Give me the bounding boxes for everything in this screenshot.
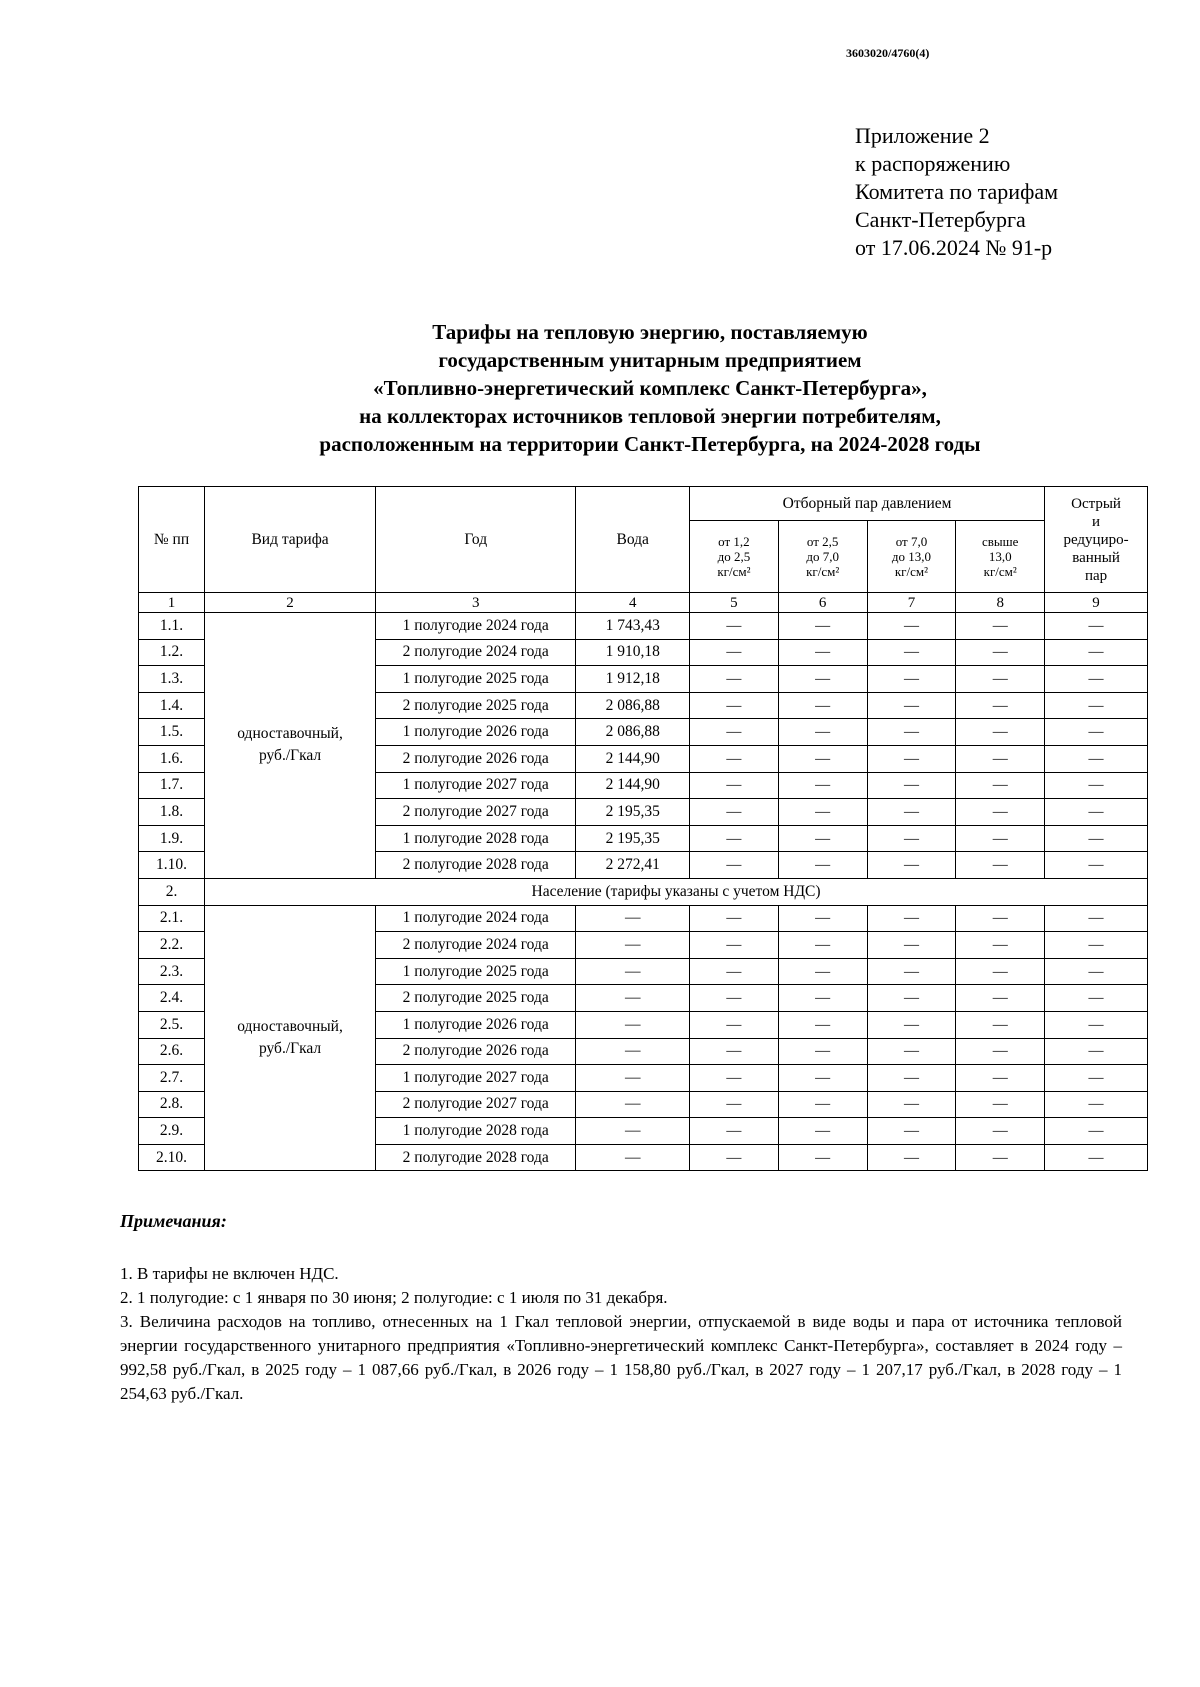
header-line: от 2,5 (806, 534, 839, 549)
dash-cell: — (1045, 1065, 1148, 1092)
row-number: 2.9. (139, 1118, 205, 1145)
header-line: до 13,0 (891, 549, 931, 564)
tariff-type-line: одноставочный, (237, 1018, 343, 1035)
tariffs-table (138, 486, 1148, 1171)
notes-title: Примечания: (120, 1211, 227, 1231)
water-value: 2 195,35 (576, 825, 690, 852)
header-steam-1 (690, 521, 779, 593)
tariff-type-line: одноставочный, (237, 725, 343, 743)
dash-cell: — (690, 639, 779, 666)
row-number: 1.8. (139, 799, 205, 826)
period-cell: 2 полугодие 2024 года (376, 932, 576, 959)
water-value: — (576, 985, 690, 1012)
column-number: 5 (690, 593, 779, 613)
period-cell: 1 полугодие 2025 года (376, 958, 576, 985)
header-steam-group: Отборный пар давлением (690, 487, 1045, 521)
dash-cell: — (956, 639, 1045, 666)
header-line: пар (1084, 567, 1108, 584)
period-cell: 2 полугодие 2026 года (376, 745, 576, 772)
water-value: 2 144,90 (576, 772, 690, 799)
header-num: № пп (139, 487, 205, 593)
dash-cell: — (956, 1038, 1045, 1065)
row-number: 2. (139, 878, 205, 905)
column-number: 1 (139, 593, 205, 613)
dash-cell: — (1045, 1118, 1148, 1145)
row-number: 2.2. (139, 932, 205, 959)
tariff-type-cell (205, 905, 376, 1171)
water-value: 2 086,88 (576, 692, 690, 719)
column-number: 9 (1045, 593, 1148, 613)
row-number: 2.8. (139, 1091, 205, 1118)
header-line: редуциро- (1063, 531, 1129, 548)
dash-cell: — (778, 825, 867, 852)
tariff-type-line: руб./Гкал (258, 1040, 322, 1057)
row-number: 1.10. (139, 852, 205, 879)
dash-cell: — (690, 1065, 779, 1092)
row-number: 1.6. (139, 745, 205, 772)
row-number: 1.7. (139, 772, 205, 799)
dash-cell: — (690, 852, 779, 879)
header-year: Год (376, 487, 576, 593)
dash-cell: — (1045, 772, 1148, 799)
row-number: 1.3. (139, 666, 205, 693)
water-value: 1 910,18 (576, 639, 690, 666)
water-value: — (576, 1065, 690, 1092)
column-number: 3 (376, 593, 576, 613)
dash-cell: — (867, 852, 956, 879)
dash-cell: — (956, 985, 1045, 1012)
dash-cell: — (778, 1091, 867, 1118)
header-steam-4 (956, 521, 1045, 593)
dash-cell: — (690, 985, 779, 1012)
header-line: Острый (1071, 495, 1121, 512)
dash-cell: — (867, 639, 956, 666)
dash-cell: — (690, 905, 779, 932)
water-value: 2 195,35 (576, 799, 690, 826)
dash-cell: — (778, 1065, 867, 1092)
header-line: свыше (981, 534, 1019, 549)
header-line: 13,0 (988, 549, 1012, 564)
notes-block (120, 1262, 1122, 1406)
row-number: 1.5. (139, 719, 205, 746)
dash-cell: — (1045, 1144, 1148, 1171)
dash-cell: — (956, 613, 1045, 640)
period-cell: 1 полугодие 2028 года (376, 1118, 576, 1145)
dash-cell: — (690, 719, 779, 746)
header-line: кг/см² (806, 564, 840, 579)
dash-cell: — (778, 639, 867, 666)
appendix-line: к распоряжению (855, 151, 1011, 176)
dash-cell: — (690, 1091, 779, 1118)
dash-cell: — (956, 905, 1045, 932)
dash-cell: — (956, 932, 1045, 959)
document-number: 3603020/4760(4) (846, 46, 930, 60)
dash-cell: — (1045, 745, 1148, 772)
dash-cell: — (1045, 666, 1148, 693)
dash-cell: — (867, 1011, 956, 1038)
row-number: 2.5. (139, 1011, 205, 1038)
dash-cell: — (778, 745, 867, 772)
dash-cell: — (778, 613, 867, 640)
dash-cell: — (778, 985, 867, 1012)
period-cell: 2 полугодие 2025 года (376, 985, 576, 1012)
dash-cell: — (778, 719, 867, 746)
column-number: 4 (576, 593, 690, 613)
row-number: 1.2. (139, 639, 205, 666)
period-cell: 1 полугодие 2024 года (376, 613, 576, 640)
dash-cell: — (1045, 852, 1148, 879)
dash-cell: — (867, 613, 956, 640)
period-cell: 2 полугодие 2026 года (376, 1038, 576, 1065)
note-item: 3. Величина расходов на топливо, отнесенных на 1 Гкал тепловой энергии, отпускаемой в виде воды и пара от источника тепловой энергии государственного унитарного предприятия «Топливно-энергетический комплекс Санкт-Петербурга», составляет в 2024 году – 992,58 руб./Гкал, в 2025 году – 1 087,66 руб./Гкал, в 2026 году – 1 158,80 руб./Гкал, в 2027 году – 1 207,17 руб./Гкал, в 2028 году – 1 254,63 руб./Гкал. (120, 1312, 1122, 1403)
dash-cell: — (867, 1091, 956, 1118)
column-number: 8 (956, 593, 1045, 613)
dash-cell: — (956, 1118, 1045, 1145)
dash-cell: — (867, 745, 956, 772)
row-number: 2.3. (139, 958, 205, 985)
dash-cell: — (867, 985, 956, 1012)
dash-cell: — (1045, 1011, 1148, 1038)
dash-cell: — (778, 1144, 867, 1171)
dash-cell: — (690, 745, 779, 772)
title-line: Тарифы на тепловую энергию, поставляемую (432, 320, 868, 344)
dash-cell: — (690, 692, 779, 719)
water-value: — (576, 932, 690, 959)
title-line: государственным унитарным предприятием (438, 348, 862, 372)
dash-cell: — (867, 1065, 956, 1092)
dash-cell: — (778, 666, 867, 693)
dash-cell: — (690, 772, 779, 799)
header-steam-2 (778, 521, 867, 593)
period-cell: 2 полугодие 2027 года (376, 1091, 576, 1118)
water-value: 1 912,18 (576, 666, 690, 693)
row-number: 1.4. (139, 692, 205, 719)
dash-cell: — (690, 799, 779, 826)
dash-cell: — (1045, 825, 1148, 852)
dash-cell: — (690, 666, 779, 693)
dash-cell: — (690, 958, 779, 985)
water-value: — (576, 1011, 690, 1038)
dash-cell: — (867, 905, 956, 932)
period-cell: 2 полугодие 2024 года (376, 639, 576, 666)
dash-cell: — (1045, 719, 1148, 746)
dash-cell: — (690, 613, 779, 640)
dash-cell: — (867, 772, 956, 799)
dash-cell: — (690, 1118, 779, 1145)
period-cell: 1 полугодие 2024 года (376, 905, 576, 932)
dash-cell: — (1045, 692, 1148, 719)
dash-cell: — (1045, 905, 1148, 932)
dash-cell: — (690, 1011, 779, 1038)
dash-cell: — (778, 852, 867, 879)
period-cell: 1 полугодие 2026 года (376, 719, 576, 746)
dash-cell: — (867, 1038, 956, 1065)
water-value: — (576, 1144, 690, 1171)
column-number: 2 (205, 593, 376, 613)
table-body (139, 613, 1148, 1171)
dash-cell: — (956, 1144, 1045, 1171)
header-line: от 1,2 (718, 534, 750, 549)
column-number: 6 (778, 593, 867, 613)
water-value: 2 144,90 (576, 745, 690, 772)
dash-cell: — (867, 932, 956, 959)
row-number: 1.1. (139, 613, 205, 640)
header-line: кг/см² (717, 564, 751, 579)
dash-cell: — (778, 692, 867, 719)
period-cell: 1 полугодие 2028 года (376, 825, 576, 852)
section-row (139, 878, 1148, 905)
water-value: — (576, 1091, 690, 1118)
period-cell: 1 полугодие 2027 года (376, 772, 576, 799)
dash-cell: — (690, 1144, 779, 1171)
dash-cell: — (778, 772, 867, 799)
dash-cell: — (1045, 985, 1148, 1012)
period-cell: 2 полугодие 2028 года (376, 1144, 576, 1171)
dash-cell: — (1045, 799, 1148, 826)
table-row (139, 905, 1148, 932)
header-line: ванный (1072, 549, 1120, 566)
dash-cell: — (867, 958, 956, 985)
dash-cell: — (867, 666, 956, 693)
water-value: — (576, 958, 690, 985)
row-number: 2.6. (139, 1038, 205, 1065)
dash-cell: — (956, 1065, 1045, 1092)
dash-cell: — (956, 745, 1045, 772)
dash-cell: — (956, 799, 1045, 826)
dash-cell: — (778, 1038, 867, 1065)
dash-cell: — (778, 799, 867, 826)
dash-cell: — (867, 692, 956, 719)
period-cell: 1 полугодие 2026 года (376, 1011, 576, 1038)
row-number: 2.10. (139, 1144, 205, 1171)
table-row (139, 613, 1148, 640)
dash-cell: — (867, 1118, 956, 1145)
dash-cell: — (1045, 1091, 1148, 1118)
period-cell: 1 полугодие 2027 года (376, 1065, 576, 1092)
dash-cell: — (956, 719, 1045, 746)
dash-cell: — (1045, 1038, 1148, 1065)
water-value: 1 743,43 (576, 613, 690, 640)
period-cell: 2 полугодие 2025 года (376, 692, 576, 719)
period-cell: 2 полугодие 2027 года (376, 799, 576, 826)
dash-cell: — (1045, 639, 1148, 666)
dash-cell: — (690, 825, 779, 852)
tariff-type-cell (205, 613, 376, 879)
water-value: — (576, 1038, 690, 1065)
header-sharp-steam (1045, 487, 1148, 593)
dash-cell: — (778, 1118, 867, 1145)
appendix-line: Санкт-Петербурга (855, 207, 1026, 232)
dash-cell: — (956, 692, 1045, 719)
note-item: 2. 1 полугодие: с 1 января по 30 июня; 2 полугодие: с 1 июля по 31 декабря. (120, 1288, 668, 1307)
dash-cell: — (778, 1011, 867, 1038)
dash-cell: — (778, 958, 867, 985)
header-line: кг/см² (894, 564, 929, 579)
period-cell: 1 полугодие 2025 года (376, 666, 576, 693)
water-value: 2 272,41 (576, 852, 690, 879)
dash-cell: — (867, 799, 956, 826)
water-value: — (576, 1118, 690, 1145)
note-item: 1. В тарифы не включен НДС. (120, 1264, 339, 1283)
appendix-block (855, 122, 1058, 262)
header-line: и (1092, 513, 1101, 530)
header-line: от 7,0 (895, 534, 928, 549)
header-water: Вода (576, 487, 690, 593)
appendix-line: от 17.06.2024 № 91-р (855, 235, 1053, 260)
water-value: — (576, 905, 690, 932)
dash-cell: — (1045, 932, 1148, 959)
dash-cell: — (867, 1144, 956, 1171)
title-line: «Топливно-энергетический комплекс Санкт-Петербурга», (373, 376, 927, 400)
period-cell: 2 полугодие 2028 года (376, 852, 576, 879)
dash-cell: — (956, 1011, 1045, 1038)
document-title (120, 318, 1180, 458)
water-value: 2 086,88 (576, 719, 690, 746)
title-line: расположенным на территории Санкт-Петербурга, на 2024-2028 годы (319, 432, 981, 456)
header-tariff-type: Вид тарифа (205, 487, 376, 593)
tariff-type-line: руб./Гкал (258, 747, 322, 765)
dash-cell: — (867, 719, 956, 746)
header-line: до 2,5 (717, 549, 751, 564)
header-line: кг/см² (983, 564, 1017, 579)
dash-cell: — (1045, 958, 1148, 985)
title-line: на коллекторах источников тепловой энергии потребителям, (359, 404, 941, 428)
header-steam-3 (867, 521, 956, 593)
row-number: 2.1. (139, 905, 205, 932)
dash-cell: — (778, 932, 867, 959)
dash-cell: — (956, 772, 1045, 799)
dash-cell: — (1045, 613, 1148, 640)
dash-cell: — (956, 666, 1045, 693)
row-number: 2.7. (139, 1065, 205, 1092)
dash-cell: — (690, 932, 779, 959)
header-line: до 7,0 (806, 549, 839, 564)
appendix-line: Комитета по тарифам (855, 179, 1059, 204)
section-label: Население (тарифы указаны с учетом НДС) (205, 878, 1148, 905)
dash-cell: — (956, 1091, 1045, 1118)
dash-cell: — (867, 825, 956, 852)
dash-cell: — (956, 825, 1045, 852)
dash-cell: — (956, 958, 1045, 985)
row-number: 2.4. (139, 985, 205, 1012)
dash-cell: — (956, 852, 1045, 879)
dash-cell: — (690, 1038, 779, 1065)
appendix-line: Приложение 2 (855, 123, 990, 148)
row-number: 1.9. (139, 825, 205, 852)
dash-cell: — (778, 905, 867, 932)
column-number: 7 (867, 593, 956, 613)
